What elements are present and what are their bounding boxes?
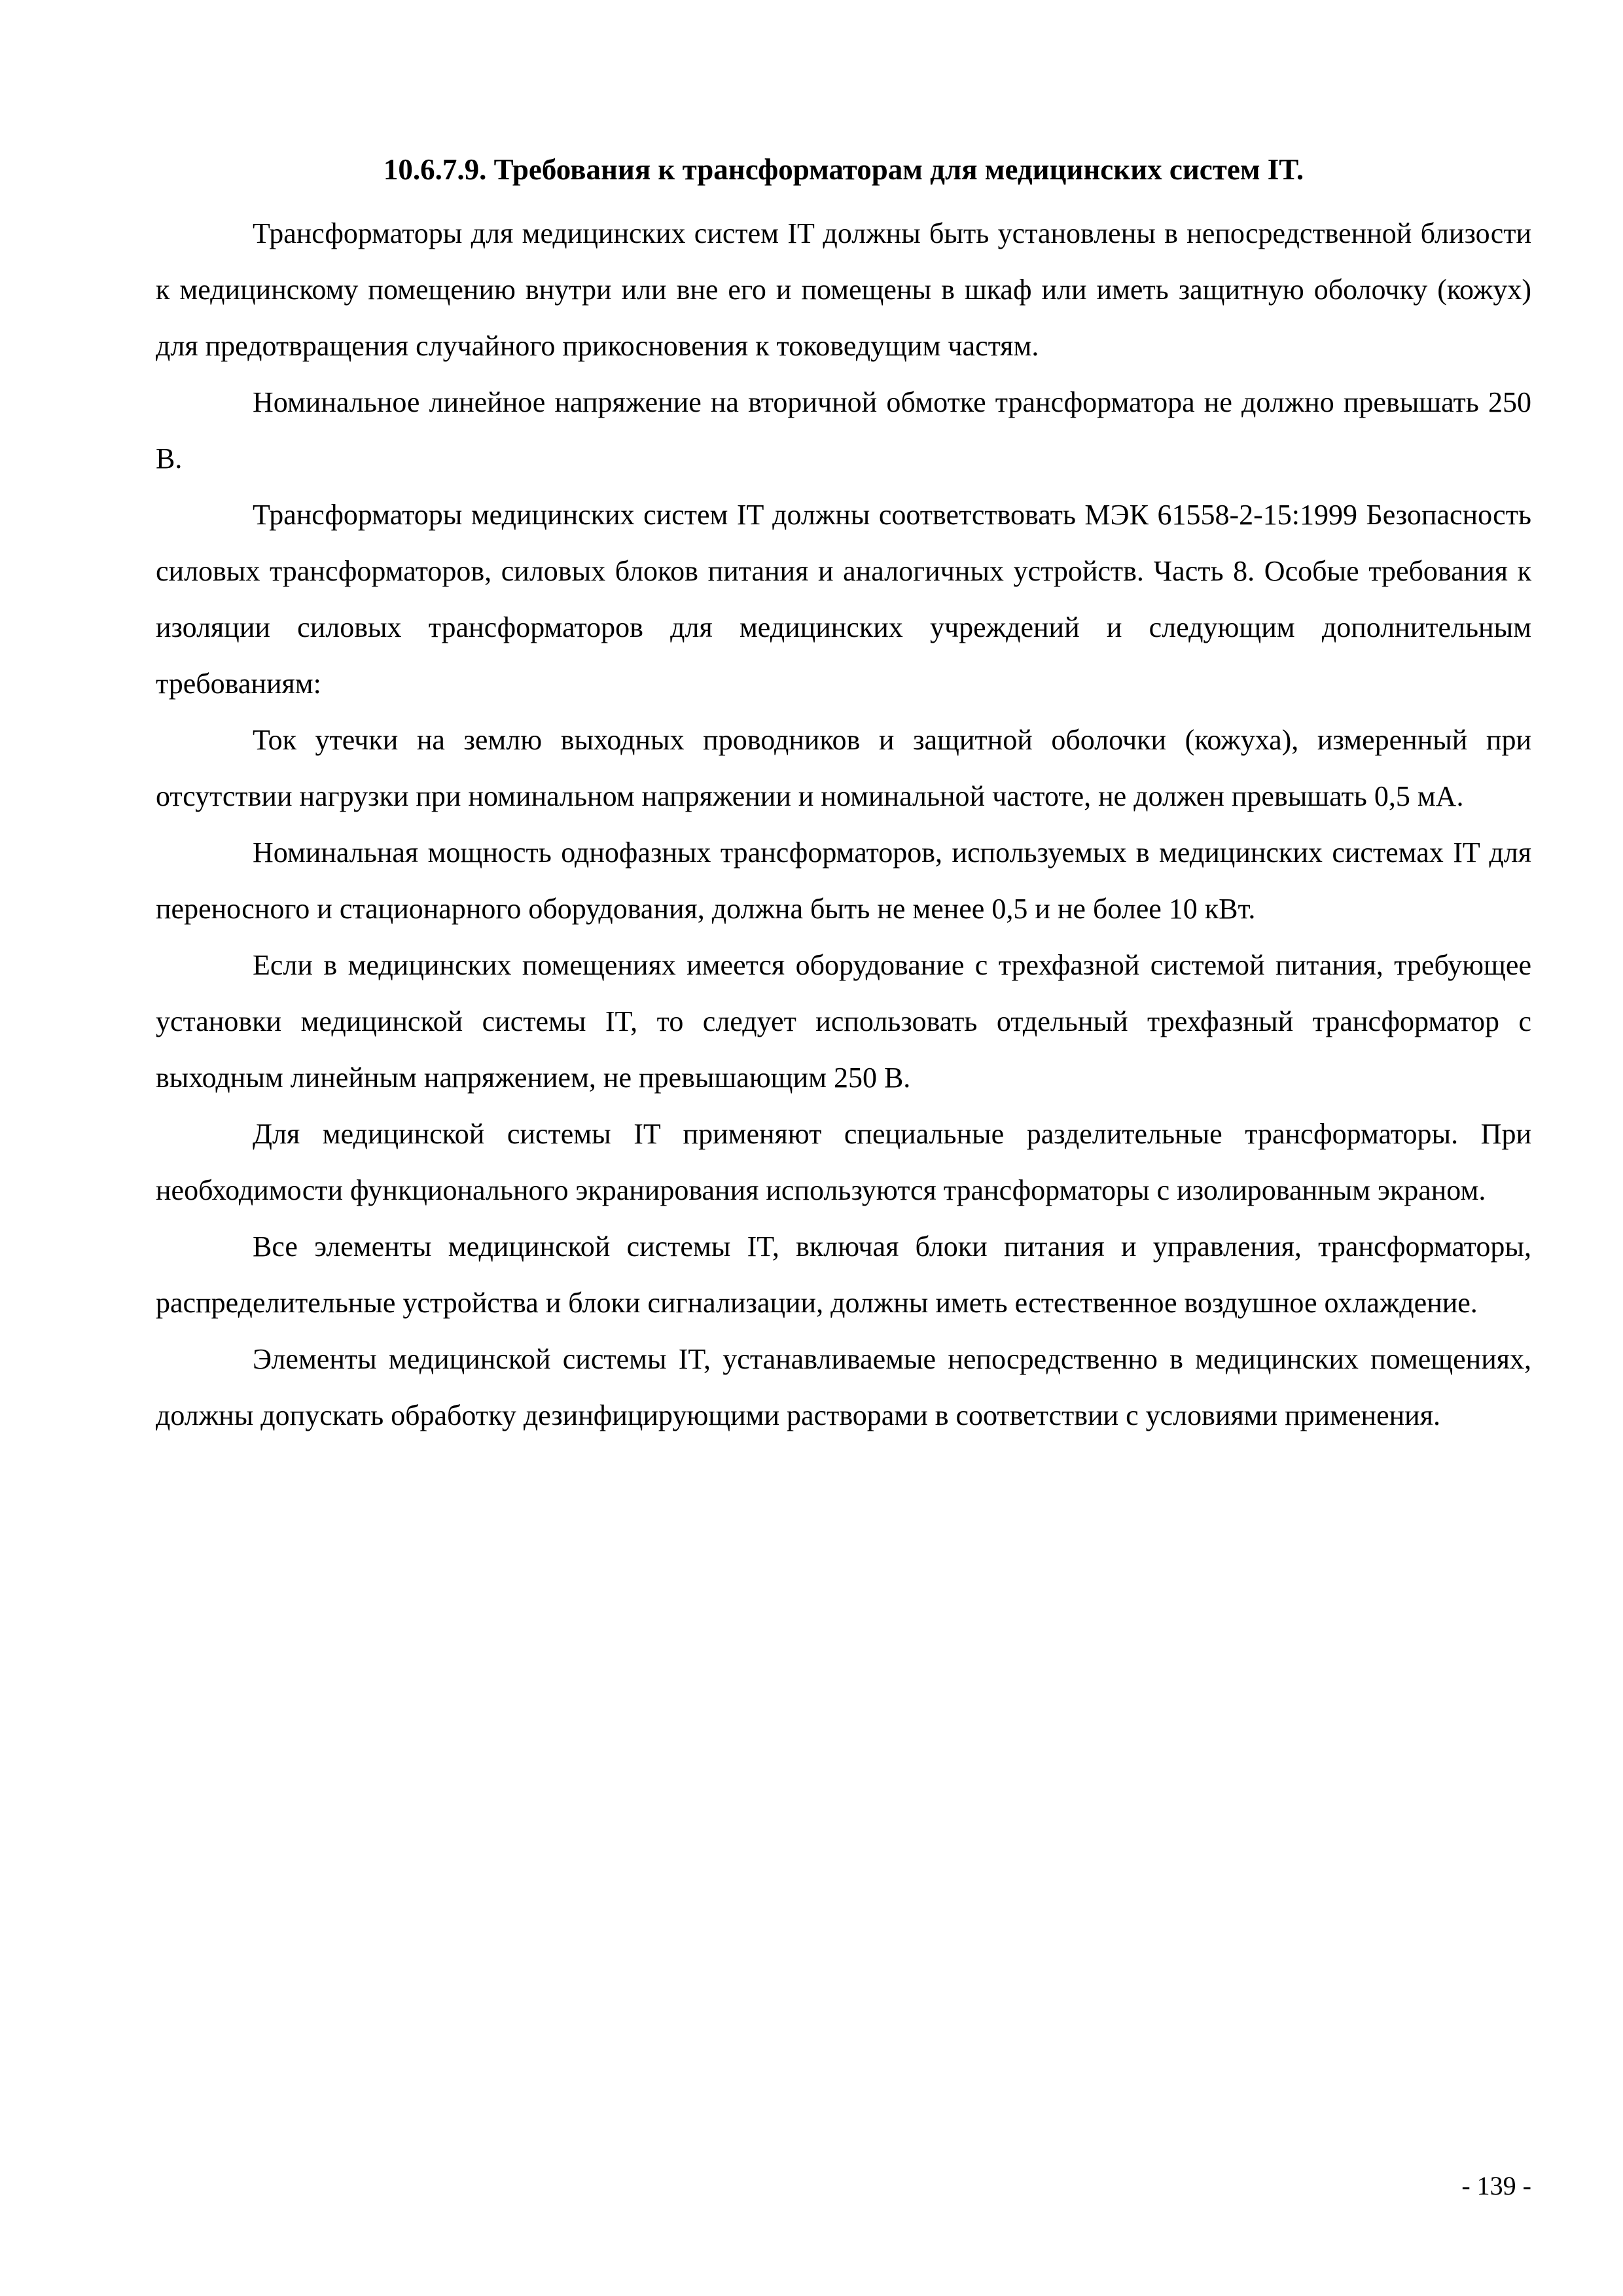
paragraph-transformer-placement: Трансформаторы для медицинских систем IT должны быть установлены в непосредственной близости к медицинскому помещению внутри или вне его и помещены в шкаф или иметь защитную оболочку (кожух) для предотвращения случайного прикосновения к токоведущим частям. [156,217,1531,362]
paragraph-isolating-transformers: Для медицинской системы IT применяют специальные разделительные трансформаторы. При необходимости функционального экранирования используются трансформаторы с изолированным экраном. [156,1118,1531,1206]
paragraph-rated-power: Номинальная мощность однофазных трансформаторов, используемых в медицинских системах IT для переносного и стационарного оборудования, должна быть не менее 0,5 и не более 10 кВт. [156,836,1531,925]
paragraph-iec-compliance: Трансформаторы медицинских систем IT должны соответствовать МЭК 61558-2-15:1999 Безопасность силовых трансформаторов, силовых блоков питания и аналогичных устройств. Часть 8. Особые требования к изоляции силовых трансформаторов для медицинских учреждений и следующим дополнительным требованиям: [156,499,1531,700]
paragraph-air-cooling: Все элементы медицинской системы IT, включая блоки питания и управления, трансформаторы, распределительные устройства и блоки сигнализации, должны иметь естественное воздушное охлаждение. [156,1230,1531,1319]
section-heading: 10.6.7.9. Требования к трансформаторам для медицинских систем IT. [383,153,1304,186]
paragraph-leakage-current: Ток утечки на землю выходных проводников и защитной оболочки (кожуха), измеренный при отсутствии нагрузки при номинальном напряжении и номинальной частоте, не должен превышать 0,5 мА. [156,724,1531,812]
paragraph-nominal-voltage: Номинальное линейное напряжение на вторичной обмотке трансформатора не должно превышать 250 В. [156,386,1531,475]
paragraph-disinfection: Элементы медицинской системы IT, устанавливаемые непосредственно в медицинских помещениях, должны допускать обработку дезинфицирующими растворами в соответствии с условиями применения. [156,1343,1531,1431]
page-number: - 139 - [1461,2171,1531,2200]
paragraph-three-phase: Если в медицинских помещениях имеется оборудование с трехфазной системой питания, требующее установки медицинской системы IT, то следует использовать отдельный трехфазный трансформатор с выходным линейным напряжением, не превышающим 250 В. [156,949,1531,1094]
document-page [156,141,1531,1444]
